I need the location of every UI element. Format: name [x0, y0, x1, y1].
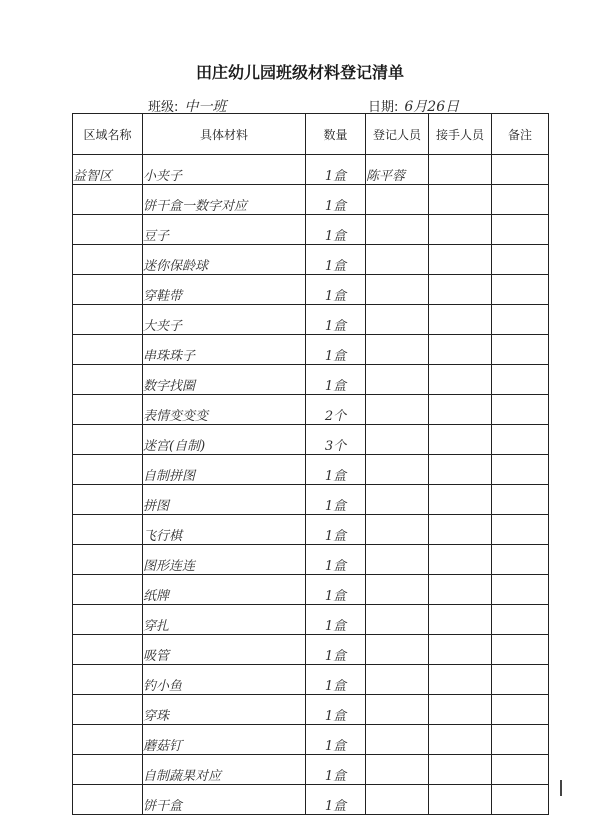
date-value: 6月26日: [404, 99, 460, 115]
table-row: [73, 605, 549, 635]
cell-receiver: [429, 785, 492, 815]
cell-item: 小夹子: [143, 155, 306, 185]
cell-item: 纸牌: [143, 575, 306, 605]
cell-item: 迷宫(自制): [143, 425, 306, 455]
cell-item: 蘑菇钉: [143, 725, 306, 755]
cell-qty: 1盒: [306, 545, 366, 575]
cell-area: [73, 185, 143, 215]
cell-receiver: [429, 485, 492, 515]
cell-area: [73, 305, 143, 335]
cell-registrar: [366, 335, 429, 365]
cell-registrar: [366, 425, 429, 455]
cell-item: 表情变变变: [143, 395, 306, 425]
cell-registrar: [366, 605, 429, 635]
cell-registrar: [366, 185, 429, 215]
cell-remarks: [492, 545, 549, 575]
cell-area: [73, 605, 143, 635]
table-row: [73, 755, 549, 785]
cell-item: 迷你保龄球: [143, 245, 306, 275]
cell-receiver: [429, 665, 492, 695]
cell-qty: 1盒: [306, 635, 366, 665]
cell-receiver: [429, 185, 492, 215]
cell-remarks: [492, 365, 549, 395]
cell-item: 饼干盒: [143, 785, 306, 815]
cell-remarks: [492, 185, 549, 215]
cell-registrar: [366, 545, 429, 575]
cell-area: [73, 755, 143, 785]
cell-item: 饼干盒一数字对应: [143, 185, 306, 215]
table-row: [73, 395, 549, 425]
cell-qty: 1盒: [306, 515, 366, 545]
cell-remarks: [492, 155, 549, 185]
materials-table: [72, 113, 549, 815]
table-row: [73, 335, 549, 365]
table-header-row: [73, 114, 549, 155]
cell-item: 穿鞋带: [143, 275, 306, 305]
cell-qty: 1盒: [306, 785, 366, 815]
cell-remarks: [492, 755, 549, 785]
cell-registrar: [366, 755, 429, 785]
table-row: [73, 575, 549, 605]
column-header-receiver: 接手人员: [429, 114, 492, 155]
column-header-registrar: 登记人员: [366, 114, 429, 155]
cell-qty: 1盒: [306, 665, 366, 695]
cell-item: 数字找圈: [143, 365, 306, 395]
cell-receiver: [429, 395, 492, 425]
cell-remarks: [492, 335, 549, 365]
table-row: [73, 725, 549, 755]
cell-qty: 1盒: [306, 455, 366, 485]
cell-item: 自制蔬果对应: [143, 755, 306, 785]
cell-area: [73, 275, 143, 305]
cell-item: 钓小鱼: [143, 665, 306, 695]
cell-area: [73, 695, 143, 725]
table-row: [73, 155, 549, 185]
cell-remarks: [492, 215, 549, 245]
table-row: [73, 455, 549, 485]
cell-remarks: [492, 575, 549, 605]
table-row: [73, 695, 549, 725]
date-label: 日期:: [368, 100, 399, 115]
table-row: [73, 305, 549, 335]
cell-receiver: [429, 275, 492, 305]
cell-remarks: [492, 275, 549, 305]
cell-receiver: [429, 335, 492, 365]
cell-remarks: [492, 785, 549, 815]
cell-area: [73, 215, 143, 245]
cell-registrar: [366, 665, 429, 695]
cell-qty: 1盒: [306, 155, 366, 185]
cell-receiver: [429, 305, 492, 335]
cell-area: [73, 725, 143, 755]
cell-remarks: [492, 515, 549, 545]
table-row: [73, 545, 549, 575]
cell-qty: 1盒: [306, 605, 366, 635]
cell-qty: 1盒: [306, 245, 366, 275]
cell-registrar: [366, 575, 429, 605]
margin-mark: [560, 780, 562, 796]
cell-item: 穿扎: [143, 605, 306, 635]
cell-remarks: [492, 665, 549, 695]
cell-receiver: [429, 725, 492, 755]
page-title: 田庄幼儿园班级材料登记清单: [195, 63, 404, 82]
cell-item: 拼图: [143, 485, 306, 515]
cell-qty: 1盒: [306, 485, 366, 515]
cell-receiver: [429, 425, 492, 455]
cell-registrar: [366, 725, 429, 755]
class-value: 中一班: [184, 99, 227, 115]
table-row: [73, 785, 549, 815]
table-row: [73, 665, 549, 695]
cell-area: [73, 545, 143, 575]
cell-receiver: [429, 455, 492, 485]
cell-area: [73, 665, 143, 695]
table-body: [73, 155, 549, 815]
cell-receiver: [429, 575, 492, 605]
cell-area: [73, 575, 143, 605]
cell-registrar: [366, 365, 429, 395]
cell-qty: 2个: [306, 395, 366, 425]
cell-qty: 1盒: [306, 725, 366, 755]
cell-remarks: [492, 725, 549, 755]
cell-qty: 1盒: [306, 215, 366, 245]
cell-area: [73, 365, 143, 395]
cell-area: [73, 335, 143, 365]
column-header-item: 具体材料: [143, 114, 306, 155]
cell-area: [73, 245, 143, 275]
cell-receiver: [429, 545, 492, 575]
cell-area: [73, 395, 143, 425]
cell-remarks: [492, 605, 549, 635]
cell-receiver: [429, 515, 492, 545]
table-row: [73, 485, 549, 515]
cell-qty: 1盒: [306, 575, 366, 605]
table-row: [73, 365, 549, 395]
cell-registrar: [366, 455, 429, 485]
cell-area: [73, 515, 143, 545]
table-row: [73, 215, 549, 245]
cell-receiver: [429, 635, 492, 665]
cell-remarks: [492, 695, 549, 725]
cell-receiver: [429, 245, 492, 275]
table-row: [73, 635, 549, 665]
cell-qty: 1盒: [306, 755, 366, 785]
cell-area: [73, 425, 143, 455]
cell-item: 穿珠: [143, 695, 306, 725]
cell-area: [73, 785, 143, 815]
cell-qty: 1盒: [306, 185, 366, 215]
cell-area: [73, 635, 143, 665]
cell-area: [73, 485, 143, 515]
cell-qty: 1盒: [306, 695, 366, 725]
cell-item: 自制拼图: [143, 455, 306, 485]
cell-area: 益智区: [73, 155, 143, 185]
table-row: [73, 515, 549, 545]
cell-registrar: [366, 395, 429, 425]
cell-qty: 1盒: [306, 335, 366, 365]
cell-item: 串珠珠子: [143, 335, 306, 365]
cell-receiver: [429, 215, 492, 245]
cell-qty: 3个: [306, 425, 366, 455]
cell-registrar: [366, 485, 429, 515]
cell-receiver: [429, 365, 492, 395]
table-row: [73, 245, 549, 275]
table-row: [73, 185, 549, 215]
cell-qty: 1盒: [306, 275, 366, 305]
cell-remarks: [492, 455, 549, 485]
column-header-remarks: 备注: [492, 114, 549, 155]
cell-receiver: [429, 605, 492, 635]
column-header-area: 区域名称: [73, 114, 143, 155]
cell-receiver: [429, 755, 492, 785]
cell-receiver: [429, 695, 492, 725]
cell-remarks: [492, 305, 549, 335]
cell-item: 飞行棋: [143, 515, 306, 545]
cell-registrar: [366, 785, 429, 815]
table-row: [73, 275, 549, 305]
cell-registrar: [366, 215, 429, 245]
cell-remarks: [492, 635, 549, 665]
cell-item: 吸管: [143, 635, 306, 665]
column-header-qty: 数量: [306, 114, 366, 155]
cell-item: 豆子: [143, 215, 306, 245]
cell-registrar: [366, 515, 429, 545]
cell-remarks: [492, 395, 549, 425]
cell-qty: 1盒: [306, 365, 366, 395]
cell-remarks: [492, 485, 549, 515]
cell-registrar: [366, 635, 429, 665]
cell-registrar: [366, 305, 429, 335]
cell-registrar: 陈平蓉: [366, 155, 429, 185]
cell-qty: 1盒: [306, 305, 366, 335]
cell-receiver: [429, 155, 492, 185]
table-row: [73, 425, 549, 455]
class-label: 班级:: [148, 100, 179, 115]
cell-registrar: [366, 275, 429, 305]
cell-registrar: [366, 245, 429, 275]
cell-item: 大夹子: [143, 305, 306, 335]
cell-item: 图形连连: [143, 545, 306, 575]
cell-remarks: [492, 245, 549, 275]
cell-registrar: [366, 695, 429, 725]
cell-area: [73, 455, 143, 485]
cell-remarks: [492, 425, 549, 455]
